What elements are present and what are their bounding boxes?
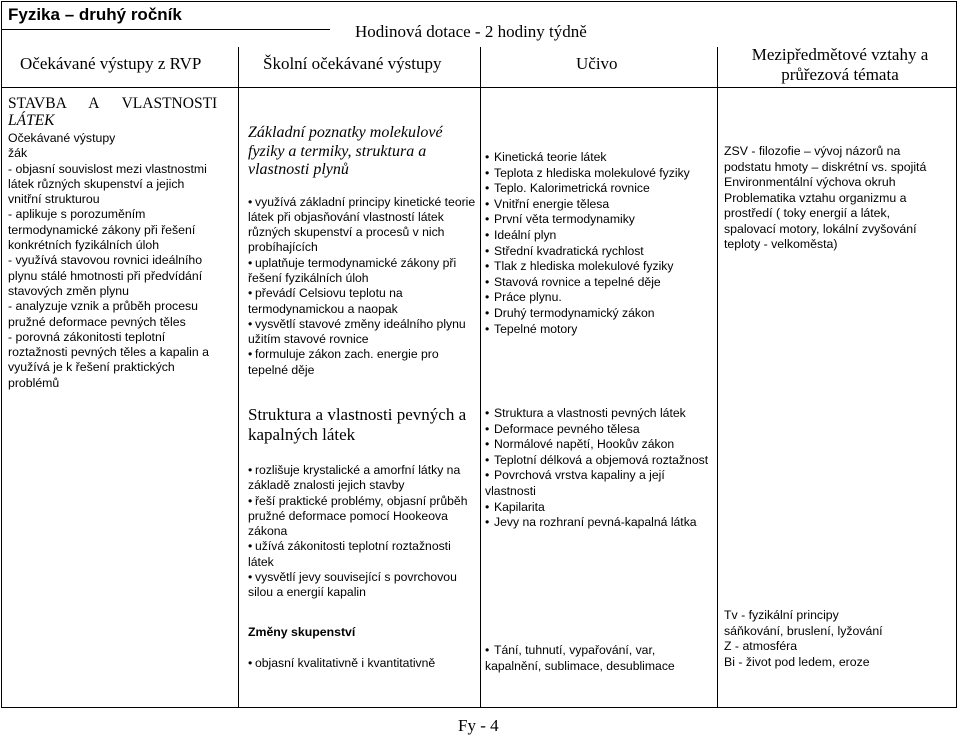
document-title: Fyzika – druhý ročník xyxy=(8,5,182,24)
list-item: • vysvětlí stavové změny ideálního plynu užitím stavové rovnice xyxy=(248,317,478,348)
list-item: • Tlak z hlediska molekulové fyziky xyxy=(485,259,710,275)
mezi-line: Environmentální výchova okruh xyxy=(724,175,896,189)
list-item: • Jevy na rozhraní pevná-kapalná látka xyxy=(485,515,710,531)
school-section-1-list xyxy=(248,195,478,379)
rvp-line: roztažnosti pevných těles a kapalin a xyxy=(8,345,209,360)
list-item: • objasní kvalitativně i kvantitativně xyxy=(248,656,478,671)
rvp-outcomes xyxy=(8,95,228,391)
list-item: • vysvětlí jevy související s povrchovou silou a energií kapalin xyxy=(248,570,478,601)
ucivo-block-2 xyxy=(485,406,710,531)
rvp-line: plynu stálé hmotnosti při předvídání xyxy=(8,268,203,283)
list-item: • Práce plynu. xyxy=(485,290,710,306)
rvp-heading-italic: LÁTEK xyxy=(8,112,55,129)
list-item: • Střední kvadratická rychlost xyxy=(485,244,710,260)
list-item: • Struktura a vlastnosti pevných látek xyxy=(485,406,710,422)
list-item: • Tepelné motory xyxy=(485,322,710,338)
rvp-line: využívá je k řešení praktických xyxy=(8,360,175,375)
rvp-line: termodynamické zákony při řešení xyxy=(8,222,196,237)
list-item: • Kapilarita xyxy=(485,500,710,516)
ucivo-block-1-list xyxy=(485,150,710,337)
list-item: • Vnitřní energie tělesa xyxy=(485,197,710,213)
column-header-ucivo: Učivo xyxy=(576,54,618,73)
school-section-3-title: Změny skupenství xyxy=(248,625,356,639)
rvp-line: konkrétních fyzikálních úloh xyxy=(8,238,160,253)
list-item: • Teplo. Kalorimetrická rovnice xyxy=(485,181,710,197)
list-item: • Teplotní délková a objemová roztažnost xyxy=(485,453,710,469)
list-item: • Stavová rovnice a tepelné děje xyxy=(485,275,710,291)
rvp-lines xyxy=(8,131,228,391)
ucivo-block-3 xyxy=(485,643,710,674)
column-header-mezi: Mezipředmětové vztahy a průřezová témata xyxy=(751,45,929,84)
school-section-2 xyxy=(248,405,478,601)
column-divider-2 xyxy=(480,47,481,708)
mezi-line: Problematika vztahu organizmu a prostředí ( toky energií a látek, spalovací motory, lokální zvyšování teploty - velkoměsta) xyxy=(724,190,917,251)
school-section-2-title: Struktura a vlastnosti pevných a kapalných látek xyxy=(248,405,467,444)
list-item: • uplatňuje termodynamické zákony při řešení fyzikálních úloh xyxy=(248,256,478,287)
rvp-line: látek různých skupenství a jejich xyxy=(8,176,185,191)
school-section-1 xyxy=(248,124,478,378)
list-item: • využívá základní principy kinetické teorie látek při objasňování vlastností látek různých skupenství a procesů v nich probíhajících xyxy=(248,195,478,256)
list-item: • užívá zákonitosti teplotní roztažnosti látek xyxy=(248,539,478,570)
rvp-line: stavových změn plynu xyxy=(8,283,129,298)
column-divider-1 xyxy=(238,47,239,708)
rvp-line: pružné deformace pevných těles xyxy=(8,314,186,329)
rule-under-title xyxy=(1,29,330,30)
list-item: • První věta termodynamiky xyxy=(485,212,710,228)
mezi-line: Z - atmosféra xyxy=(724,639,798,653)
column-divider-3 xyxy=(717,47,718,708)
list-item: • Povrchová vrstva kapaliny a její vlastnosti xyxy=(485,468,710,499)
school-section-3-list xyxy=(248,656,478,671)
school-section-3 xyxy=(248,625,478,671)
list-item: • řeší praktické problémy, objasní průběh pružné deformace pomocí Hookeova zákona xyxy=(248,494,478,540)
mezi-line: Tv - fyzikální principy xyxy=(724,608,839,622)
page-number: Fy - 4 xyxy=(458,716,499,735)
rvp-heading-upright: STAVBA A VLASTNOSTI xyxy=(8,95,218,112)
rvp-line: problémů xyxy=(8,375,60,390)
list-item: • Deformace pevného tělesa xyxy=(485,422,710,438)
list-item: • rozlišuje krystalické a amorfní látky na základě znalosti jejich stavby xyxy=(248,463,478,494)
rvp-heading xyxy=(8,95,228,129)
mezi-block-1 xyxy=(724,144,934,253)
mezi-block-2 xyxy=(724,608,934,670)
mezi-line: Bi - život pod ledem, eroze xyxy=(724,654,870,669)
mezi-line: sáňkování, bruslení, lyžování xyxy=(724,623,883,638)
ucivo-block-1 xyxy=(485,150,710,337)
list-item: • Druhý termodynamický zákon xyxy=(485,306,710,322)
column-header-school: Školní očekávané výstupy xyxy=(263,54,442,73)
ucivo-block-2-list xyxy=(485,406,710,531)
rvp-line: - objasní souvislost mezi vlastnostmi xyxy=(8,161,207,176)
rvp-line: žák xyxy=(8,146,28,161)
ucivo-block-3-list xyxy=(485,643,710,674)
list-item: • Ideální plyn xyxy=(485,228,710,244)
rvp-line: - aplikuje s porozuměním xyxy=(8,207,146,222)
school-section-2-list xyxy=(248,463,478,601)
school-section-1-title: Základní poznatky molekulové fyziky a termiky, struktura a vlastnosti plynů xyxy=(248,124,443,178)
rvp-line: - analyzuje vznik a průběh procesu xyxy=(8,299,199,314)
list-item: • převádí Celsiovu teplotu na termodynamickou a naopak xyxy=(248,286,478,317)
rvp-line: - využívá stavovou rovnici ideálního xyxy=(8,253,203,268)
list-item: • Tání, tuhnutí, vypařování, var, kapalnění, sublimace, desublimace xyxy=(485,643,710,674)
rule-under-header xyxy=(1,87,957,88)
rvp-line: vnitřní strukturou xyxy=(8,192,100,207)
list-item: • Teplota z hlediska molekulové fyziky xyxy=(485,166,710,182)
mezi-line: ZSV - filozofie – vývoj názorů na podstatu hmoty – diskrétní vs. spojitá xyxy=(724,144,927,174)
rvp-line: Očekávané výstupy xyxy=(8,131,116,145)
rvp-line: - porovná zákonitosti teplotní xyxy=(8,329,166,344)
list-item: • Normálové napětí, Hookův zákon xyxy=(485,437,710,453)
list-item: • Kinetická teorie látek xyxy=(485,150,710,166)
list-item: • formuluje zákon zach. energie pro tepelné děje xyxy=(248,347,478,378)
column-header-rvp: Očekávané výstupy z RVP xyxy=(20,54,202,73)
hour-allocation: Hodinová dotace - 2 hodiny týdně xyxy=(355,22,587,41)
